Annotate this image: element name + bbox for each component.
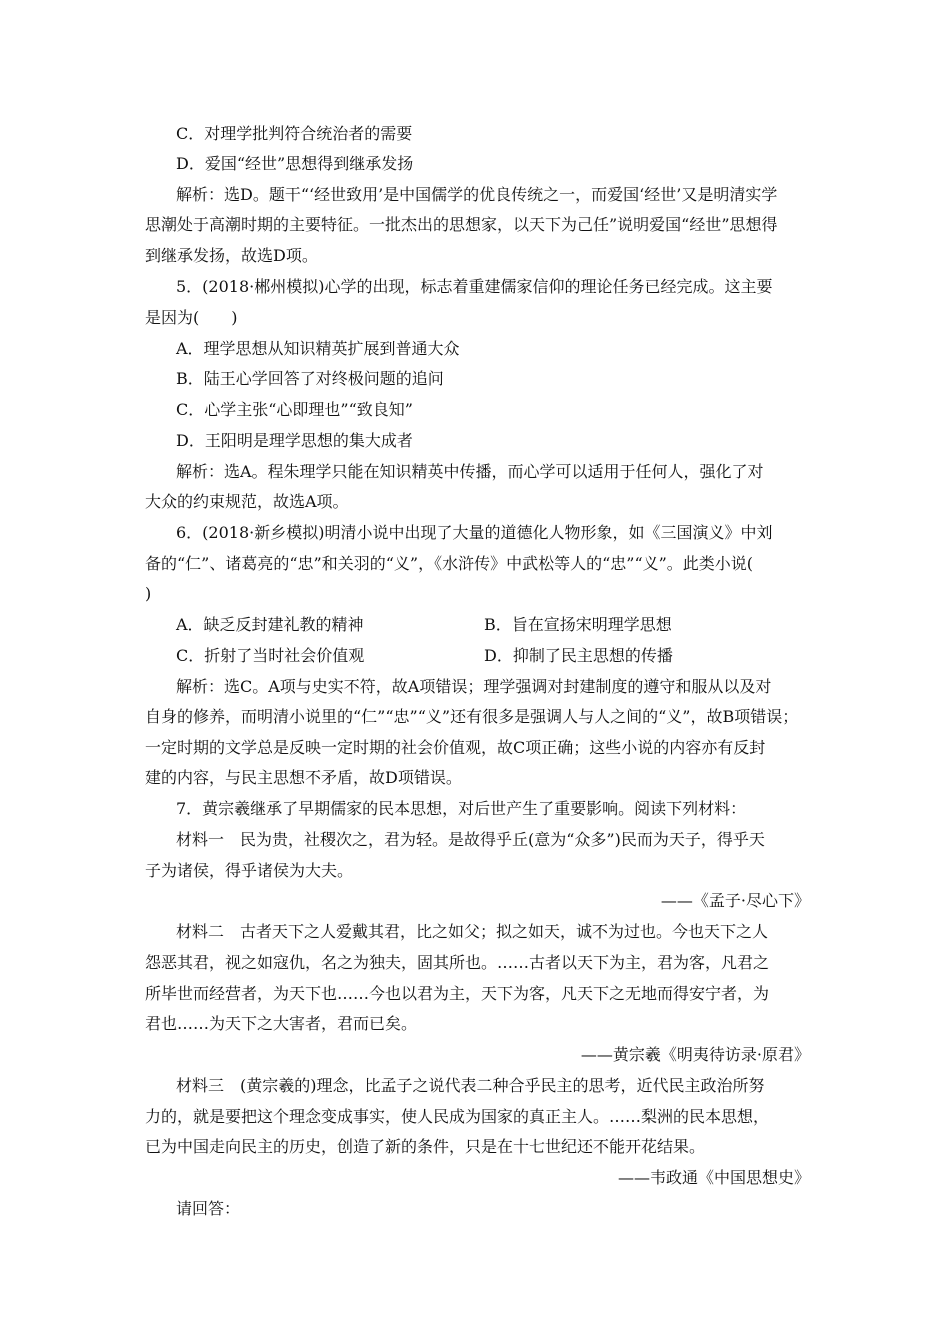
q7-material3-line-1: 材料三 (黄宗羲的)理念，比孟子之说代表二种合乎民主的思考，近代民主政治所努 bbox=[176, 1076, 765, 1095]
q4-option-c: C．对理学批判符合统治者的需要 bbox=[176, 124, 413, 143]
q6-stem-line-1: 6．(2018·新乡模拟)明清小说中出现了大量的道德化人物形象，如《三国演义》中刘 bbox=[176, 523, 773, 542]
q5-option-c: C．心学主张“心即理也”“致良知” bbox=[176, 400, 413, 419]
q6-analysis-line-2: 自身的修养，而明清小说里的“仁”“忠”“义”还有很多是强调人与人之间的“义”，故B项错误； bbox=[145, 707, 799, 726]
q6-stem-line-3: ) bbox=[145, 584, 152, 603]
q4-analysis-line-3: 到继承发扬，故选D项。 bbox=[145, 246, 318, 265]
q6-option-b: B．旨在宣扬宋明理学思想 bbox=[484, 615, 672, 634]
q6-option-a: A．缺乏反封建礼教的精神 bbox=[176, 615, 364, 634]
q5-analysis-line-1: 解析：选A。程朱理学只能在知识精英中传播，而心学可以适用于任何人，强化了对 bbox=[176, 462, 764, 481]
q7-material2-line-1: 材料二 古者天下之人爱戴其君，比之如父；拟之如天，诚不为过也。今也天下之人 bbox=[176, 922, 769, 941]
q7-material1-line-1: 材料一 民为贵，社稷次之，君为轻。是故得乎丘(意为“众多”)民而为天子，得乎天 bbox=[176, 830, 765, 849]
q5-analysis-line-2: 大众的约束规范，故选A项。 bbox=[145, 492, 349, 511]
q7-source-3: ——韦政通《中国思想史》 bbox=[617, 1168, 810, 1187]
q6-analysis-line-3: 一定时期的文学总是反映一定时期的社会价值观，故C项正确；这些小说的内容亦有反封 bbox=[145, 738, 766, 757]
q5-option-b: B．陆王心学回答了对终极问题的追问 bbox=[176, 369, 444, 388]
q5-stem-line-1: 5．(2018·郴州模拟)心学的出现，标志着重建儒家信仰的理论任务已经完成。这主要 bbox=[176, 277, 773, 296]
q5-option-a: A．理学思想从知识精英扩展到普通大众 bbox=[176, 339, 460, 358]
q7-material2-line-3: 所毕世而经营者，为天下也……今也以君为主，天下为客，凡天下之无地而得安宁者，为 bbox=[145, 984, 770, 1003]
q5-stem-line-2: 是因为( ) bbox=[145, 308, 238, 327]
q7-source-2: ——黄宗羲《明夷待访录·原君》 bbox=[580, 1045, 810, 1064]
q7-material2-line-4: 君也……为天下之大害者，君而已矣。 bbox=[145, 1014, 418, 1033]
q7-material2-line-2: 怨恶其君，视之如寇仇，名之为独夫，固其所也。……古者以天下为主，君为客，凡君之 bbox=[145, 953, 770, 972]
q7-material3-line-3: 已为中国走向民主的历史，创造了新的条件，只是在十七世纪还不能开花结果。 bbox=[145, 1137, 706, 1156]
q4-analysis-line-1: 解析：选D。题干“‘经世致用’是中国儒学的优良传统之一，而爱国‘经世’又是明清实学 bbox=[176, 185, 778, 204]
q6-option-c: C．折射了当时社会价值观 bbox=[176, 646, 365, 665]
q6-stem-line-2: 备的“仁”、诸葛亮的“忠”和关羽的“义”，《水浒传》中武松等人的“忠”“义”。此类小说( bbox=[145, 554, 754, 573]
q7-material3-line-2: 力的，就是要把这个理念变成事实，使人民成为国家的真正主人。……梨洲的民本思想， bbox=[145, 1107, 770, 1126]
q7-stem: 7．黄宗羲继承了早期儒家的民本思想，对后世产生了重要影响。阅读下列材料： bbox=[176, 799, 747, 818]
q4-option-d: D．爱国“经世”思想得到继承发扬 bbox=[176, 154, 414, 173]
q7-source-1: ——《孟子·尽心下》 bbox=[660, 891, 810, 910]
q4-analysis-line-2: 思潮处于高潮时期的主要特征。一批杰出的思想家，以天下为己任”说明爱国“经世”思想得 bbox=[145, 215, 778, 234]
q6-analysis-line-4: 建的内容，与民主思想不矛盾，故D项错误。 bbox=[145, 768, 462, 787]
q7-prompt: 请回答： bbox=[176, 1199, 241, 1218]
q6-analysis-line-1: 解析：选C。A项与史实不符，故A项错误；理学强调对封建制度的遵守和服从以及对 bbox=[176, 677, 772, 696]
q5-option-d: D．王阳明是理学思想的集大成者 bbox=[176, 431, 413, 450]
q6-option-d: D．抑制了民主思想的传播 bbox=[484, 646, 673, 665]
q7-material1-line-2: 子为诸侯，得乎诸侯为大夫。 bbox=[145, 861, 354, 880]
